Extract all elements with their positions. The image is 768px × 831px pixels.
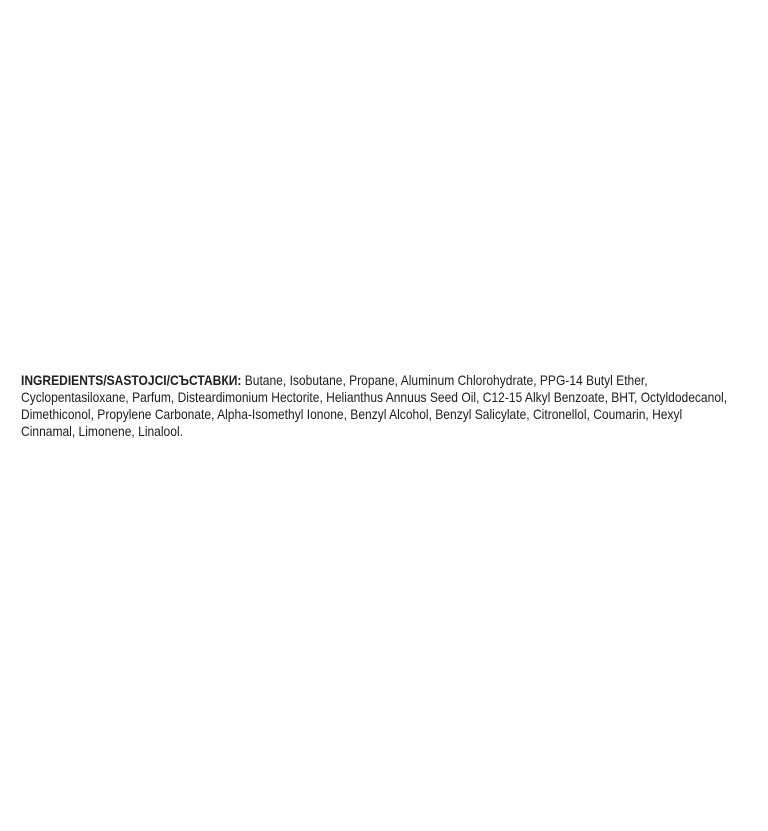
ingredients-header: INGREDIENTS/SASTOJCI/СЪСТАВКИ: (21, 372, 242, 388)
ingredients-line-1-text: Butane, Isobutane, Propane, Aluminum Chlorohydrate, PPG-14 Butyl Ether, (241, 372, 648, 388)
ingredients-line-3: Dimethiconol, Propylene Carbonate, Alpha-Isomethyl Ionone, Benzyl Alcohol, Benzyl Salicylate, Citronellol, Coumarin, Hexyl (21, 406, 683, 422)
ingredients-line-4: Cinnamal, Limonene, Linalool. (21, 423, 183, 439)
ingredients-paragraph (21, 372, 761, 440)
ingredients-line-1 (21, 372, 761, 389)
ingredients-line-2: Cyclopentasiloxane, Parfum, Disteardimonium Hectorite, Helianthus Annuus Seed Oil, C12-15 Alkyl Benzoate, BHT, Octyldodecanol, (21, 389, 728, 405)
